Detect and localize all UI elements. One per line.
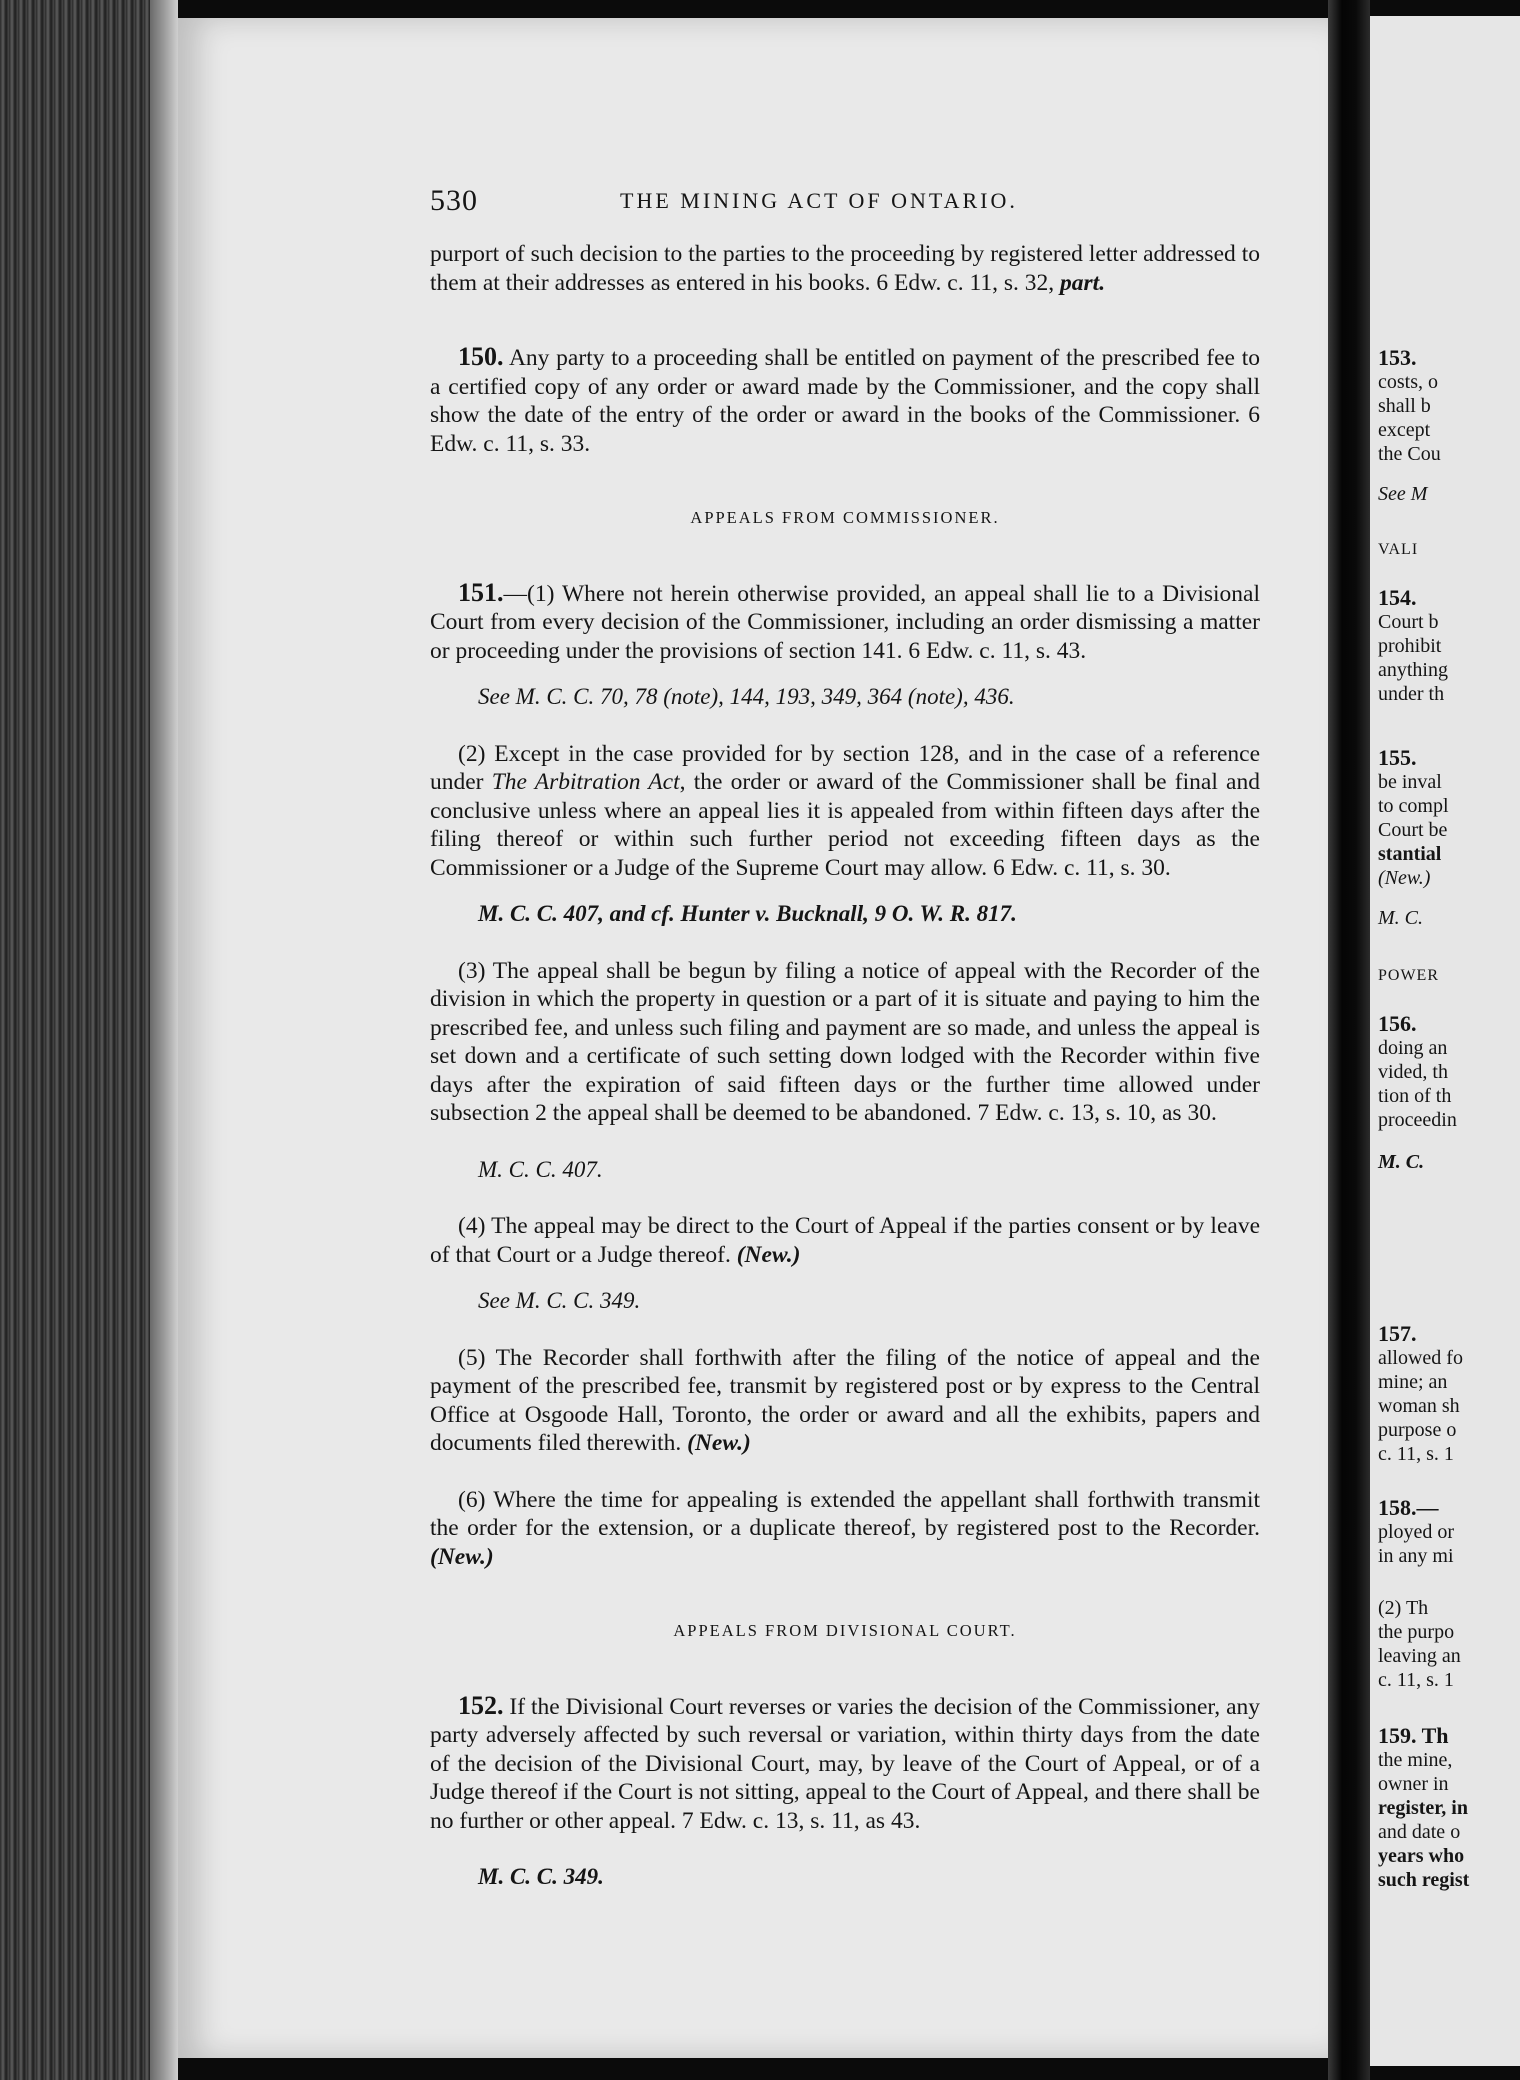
- heading-appeals-from-divisional-court: APPEALS FROM DIVISIONAL COURT.: [673, 1621, 1017, 1640]
- page-header: [430, 184, 1070, 224]
- right-line: 158.—: [1378, 1495, 1439, 1520]
- right-line: ployed or: [1378, 1521, 1455, 1543]
- right-line: Court be: [1378, 819, 1448, 841]
- right-line: anything: [1378, 659, 1448, 681]
- section-150: [430, 343, 1260, 458]
- right-line: vided, th: [1378, 1061, 1448, 1083]
- right-line: proceedin: [1378, 1109, 1457, 1131]
- section-number: 150.: [458, 342, 504, 371]
- right-line: 156.: [1378, 1011, 1417, 1036]
- right-line: be inval: [1378, 771, 1442, 793]
- section-151-1: [430, 579, 1260, 666]
- right-page-fragment: [1370, 16, 1520, 2066]
- right-line: allowed fo: [1378, 1347, 1463, 1369]
- right-line: costs, o: [1378, 371, 1438, 393]
- right-line: the mine,: [1378, 1749, 1453, 1771]
- new-note: (New.): [687, 1430, 751, 1456]
- right-line: VALI: [1378, 541, 1419, 558]
- right-line: woman sh: [1378, 1395, 1460, 1417]
- book-gutter: [1328, 0, 1370, 2080]
- section-number: 152.: [458, 1690, 504, 1720]
- section-text: (6) Where the time for appealing is extended the appellant shall forthwith transmit the order for the extension, or a duplicate thereof, by registered post to the Recorder.: [430, 1486, 1260, 1541]
- right-line: prohibit: [1378, 635, 1442, 657]
- right-line: years who: [1378, 1845, 1465, 1867]
- running-head: THE MINING ACT OF ONTARIO.: [620, 188, 1018, 213]
- right-line: (New.): [1378, 867, 1431, 889]
- right-line: mine; an: [1378, 1371, 1448, 1393]
- act-title: The Arbitration Act: [491, 769, 680, 795]
- right-line: 157.: [1378, 1321, 1417, 1346]
- right-line: 155.: [1378, 745, 1417, 770]
- heading-appeals-from-commissioner: APPEALS FROM COMMISSIONER.: [690, 508, 1000, 527]
- part-note: part.: [1060, 269, 1106, 296]
- right-line: register, in: [1378, 1797, 1468, 1819]
- section-text: —(1) Where not herein otherwise provided, an appeal shall lie to a Divisional Court from every decision of the Commissioner, including an order dismissing a matter or proceeding under the provisions of section 141. 6 Edw. c. 11, s. 43.: [430, 580, 1260, 664]
- reference-note: M. C. C. 407.: [478, 1156, 603, 1182]
- reference-note: See M. C. C. 349.: [478, 1288, 641, 1313]
- new-note: (New.): [430, 1543, 494, 1570]
- section-text: Any party to a proceeding shall be entitled on payment of the prescribed fee to a certified copy of any order or award made by the Commissioner, and the copy shall show the date of the entry of the order or award in the books of the Commissioner. 6 Edw. c. 11, s. 33.: [430, 345, 1260, 457]
- section-text: (2) Except in the case provided for by section 128, and in the case of a reference under: [430, 740, 1260, 795]
- section-text: If the Divisional Court reverses or varies the decision of the Commissioner, any party adversely affected by such reversal or variation, within thirty days from the date of the decision of the Divisional Court, may, by leave of the Court of Appeal, or of a Judge thereof if the Court is not sitting, appeal to the Court of Appeal, and there shall be no further or other appeal. 7 Edw. c. 13, s. 11, as 43.: [430, 1693, 1260, 1834]
- right-line: POWER: [1378, 967, 1439, 984]
- right-line: M. C.: [1378, 907, 1423, 929]
- right-line: c. 11, s. 1: [1378, 1443, 1454, 1465]
- page-number: 530: [430, 184, 478, 217]
- section-text: (4) The appeal may be direct to the Court of Appeal if the parties consent or by leave of that Court or a Judge thereof.: [430, 1213, 1260, 1268]
- right-line: purpose o: [1378, 1419, 1457, 1441]
- page-edge-highlight: [150, 0, 178, 2080]
- right-line: c. 11, s. 1: [1378, 1669, 1454, 1691]
- section-151-3: (3) The appeal shall be begun by filing a notice of appeal with the Recorder of the division in which the property in question or a part of it is situate and paying to him the prescribed fee, and unless such filing and payment are so made, and unless the appeal is set down and a certificate of such setting down lodged with the Recorder within five days after the expiration of said fifteen days or the further time allowed under subsection 2 the appeal shall be deemed to be abandoned. 7 Edw. c. 13, s. 10, as 30.: [430, 957, 1260, 1126]
- right-line: such regist: [1378, 1869, 1470, 1891]
- right-line: the purpo: [1378, 1621, 1455, 1643]
- section-number: 151.: [458, 577, 504, 607]
- right-line: the Cou: [1378, 443, 1441, 465]
- right-line: 153.: [1378, 345, 1417, 370]
- continued-text: purport of such decision to the parties to the proceeding by registered letter addressed to them at their addresses as entered in his books. 6 Edw. c. 11, s. 32,: [430, 241, 1260, 296]
- right-line: (2) Th: [1378, 1597, 1429, 1619]
- right-line: stantial: [1378, 843, 1442, 865]
- section-151-4: [430, 1212, 1260, 1269]
- section-152: [430, 1692, 1260, 1836]
- right-line: in any mi: [1378, 1545, 1454, 1567]
- right-line: M. C.: [1378, 1151, 1425, 1173]
- section-text: , the order or award of the Commissioner shall be final and conclusive unless where an appeal lies it is appealed from within fifteen days after the filing thereof or within such further period not exceeding fifteen days as the Commissioner or a Judge of the Supreme Court may allow. 6 Edw. c. 11, s. 30.: [430, 769, 1260, 881]
- right-line: doing an: [1378, 1037, 1448, 1059]
- right-line: owner in: [1378, 1773, 1449, 1795]
- right-line: tion of th: [1378, 1085, 1452, 1107]
- right-line: except: [1378, 419, 1431, 441]
- section-151-6: [430, 1486, 1260, 1572]
- reference-note: M. C. C. 407, and cf. Hunter v. Bucknall, 9 O. W. R. 817.: [478, 901, 1017, 926]
- right-line: Court b: [1378, 611, 1439, 633]
- section-151-5: [430, 1344, 1260, 1458]
- continued-paragraph: [430, 240, 1260, 297]
- section-text: (5) The Recorder shall forthwith after the filing of the notice of appeal and the payment of the prescribed fee, transmit by registered post or by express to the Central Office at Osgoode Hall, Toronto, the order or award and all the exhibits, papers and documents filed therewith.: [430, 1344, 1260, 1456]
- right-line: 154.: [1378, 585, 1417, 610]
- right-line: See M: [1378, 483, 1428, 505]
- right-line: and date o: [1378, 1821, 1461, 1843]
- reference-note: M. C. C. 349.: [478, 1864, 604, 1889]
- page-body: [430, 240, 1260, 1892]
- right-line: to compl: [1378, 795, 1449, 817]
- right-line: 159. Th: [1378, 1723, 1449, 1748]
- section-151-2: [430, 740, 1260, 883]
- new-note: (New.): [736, 1241, 801, 1268]
- right-line: under th: [1378, 683, 1445, 705]
- reference-note: See M. C. C. 70, 78 (note), 144, 193, 349, 364 (note), 436.: [478, 684, 1015, 709]
- right-line: shall b: [1378, 395, 1431, 417]
- right-line: leaving an: [1378, 1645, 1461, 1667]
